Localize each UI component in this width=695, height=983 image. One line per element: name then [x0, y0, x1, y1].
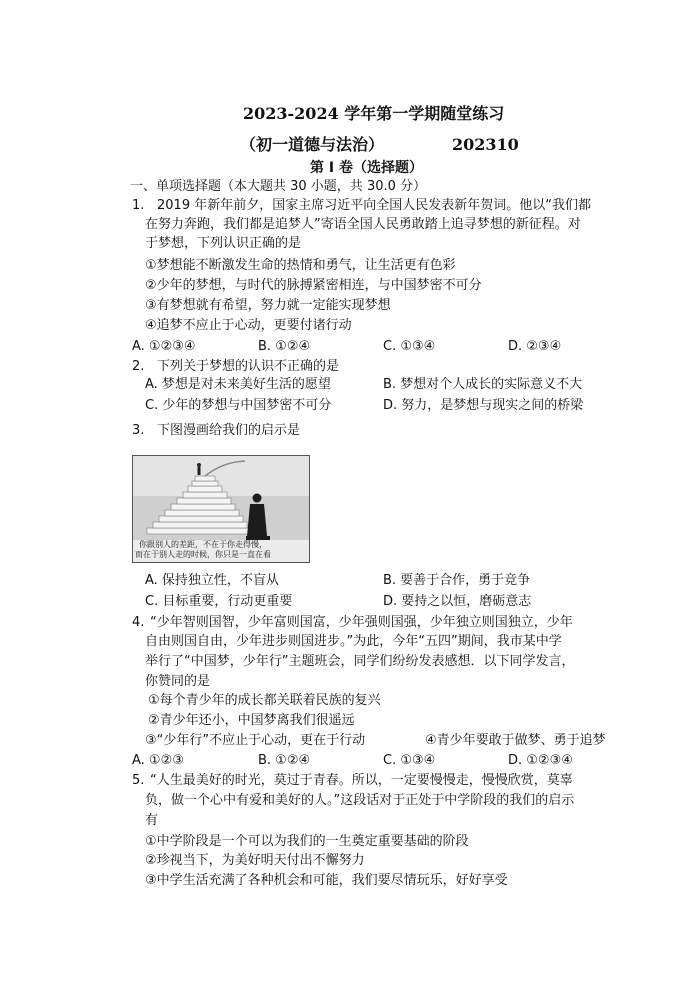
option-c: C. 少年的梦想与中国梦密不可分: [145, 398, 332, 413]
question-number: 3.: [132, 423, 145, 438]
option-c: C. ①③④: [383, 753, 436, 768]
question-text-line: “少年智则国智，少年富则国富，少年强则国强，少年独立则国独立，少年: [150, 615, 573, 630]
option-b: B. ①②④: [258, 753, 311, 768]
statement-item: ①梦想能不断激发生命的热情和勇气，让生活更有色彩: [145, 258, 456, 273]
statement-item: ③中学生活充满了各种机会和可能，我们要尽情玩乐，好好享受: [145, 873, 508, 888]
question-number: 2.: [132, 359, 145, 374]
question-text-line: “人生最美好的时光，莫过于青春。所以，一定要慢慢走，慢慢欣赏，莫辜: [150, 773, 573, 788]
question-text-line: 下列关于梦想的认识不正确的是: [157, 359, 340, 374]
option-a: A. 保持独立性，不盲从: [145, 573, 279, 588]
option-a: A. ①②③: [132, 753, 184, 768]
question-text-line: 举行了“中国梦，少年行”主题班会，同学们纷纷发表感想．以下同学发言，: [145, 654, 575, 669]
question-number: 5.: [132, 773, 145, 788]
statement-item: ③“少年行”不应止于心动，更在于行动: [145, 733, 366, 748]
question-text-line: 你赞同的是: [145, 674, 211, 689]
statement-item: ③有梦想就有希望，努力就一定能实现梦想: [145, 298, 391, 313]
question-text-line: 下图漫画给我们的启示是: [157, 423, 301, 438]
option-b: B. 梦想对个人成长的实际意义不大: [383, 377, 583, 392]
option-d: D. 要持之以恒，磨砺意志: [383, 594, 532, 609]
option-d: D. 努力，是梦想与现实之间的桥梁: [383, 398, 584, 413]
question-number: 1.: [132, 198, 145, 213]
question-text-line: 于梦想，下列认识正确的是: [145, 236, 302, 251]
option-b: B. ①②④: [258, 339, 311, 354]
statement-item: ①每个青少年的成长都关联着民族的复兴: [148, 693, 381, 708]
question-text-line: 在努力奔跑，我们都是追梦人”寄语全国人民勇敢踏上追寻梦想的新征程。对: [145, 217, 581, 232]
question-text-line: 自由则国自由，少年进步则国进步。”为此，今年“五四”期间，我市某中学: [145, 634, 562, 649]
option-d: D. ②③④: [508, 339, 562, 354]
document-title: 2023-2024 学年第一学期随堂练习: [243, 104, 505, 123]
document-code: 202310: [452, 135, 519, 154]
statement-item: ①中学阶段是一个可以为我们的一生奠定重要基础的阶段: [145, 834, 469, 849]
question-text-line: 有: [145, 813, 159, 828]
question-text-line: 2019 年新年前夕，国家主席习近平向全国人民发表新年贺词。他以“我们都: [157, 198, 591, 213]
volume-heading: 第 I 卷（选择题）: [310, 160, 423, 176]
question-text-line: 负，做一个心中有爱和美好的人。”这段话对于正处于中学阶段的我们的启示: [145, 793, 575, 808]
option-a: A. ①②③④: [132, 339, 196, 354]
question-number: 4.: [132, 615, 145, 630]
document-subtitle: （初一道德与法治）: [240, 135, 385, 154]
statement-item: ④青少年要敢于做梦、勇于追梦: [425, 733, 606, 748]
option-d: D. ①②③④: [508, 753, 573, 768]
option-b: B. 要善于合作，勇于竞争: [383, 573, 531, 588]
comic-caption-line: 而在于别人走的时候，你只是一直在看: [135, 550, 271, 559]
statement-item: ②青少年还小，中国梦离我们很遥远: [148, 713, 355, 728]
section-heading: 一、单项选择题（本大题共 30 小题，共 30.0 分）: [130, 179, 427, 194]
statement-item: ②少年的梦想，与时代的脉搏紧密相连，与中国梦密不可分: [145, 278, 482, 293]
option-a: A. 梦想是对未来美好生活的愿望: [145, 377, 331, 392]
comic-image: [132, 455, 310, 563]
option-c: C. ①③④: [383, 339, 436, 354]
statement-item: ④追梦不应止于心动，更要付诸行动: [145, 318, 352, 333]
option-c: C. 目标重要，行动更重要: [145, 594, 293, 609]
statement-item: ②珍视当下，为美好明天付出不懈努力: [145, 853, 365, 868]
comic-caption-line: 你跟别人的差距，不在于你走得慢，: [139, 540, 267, 549]
